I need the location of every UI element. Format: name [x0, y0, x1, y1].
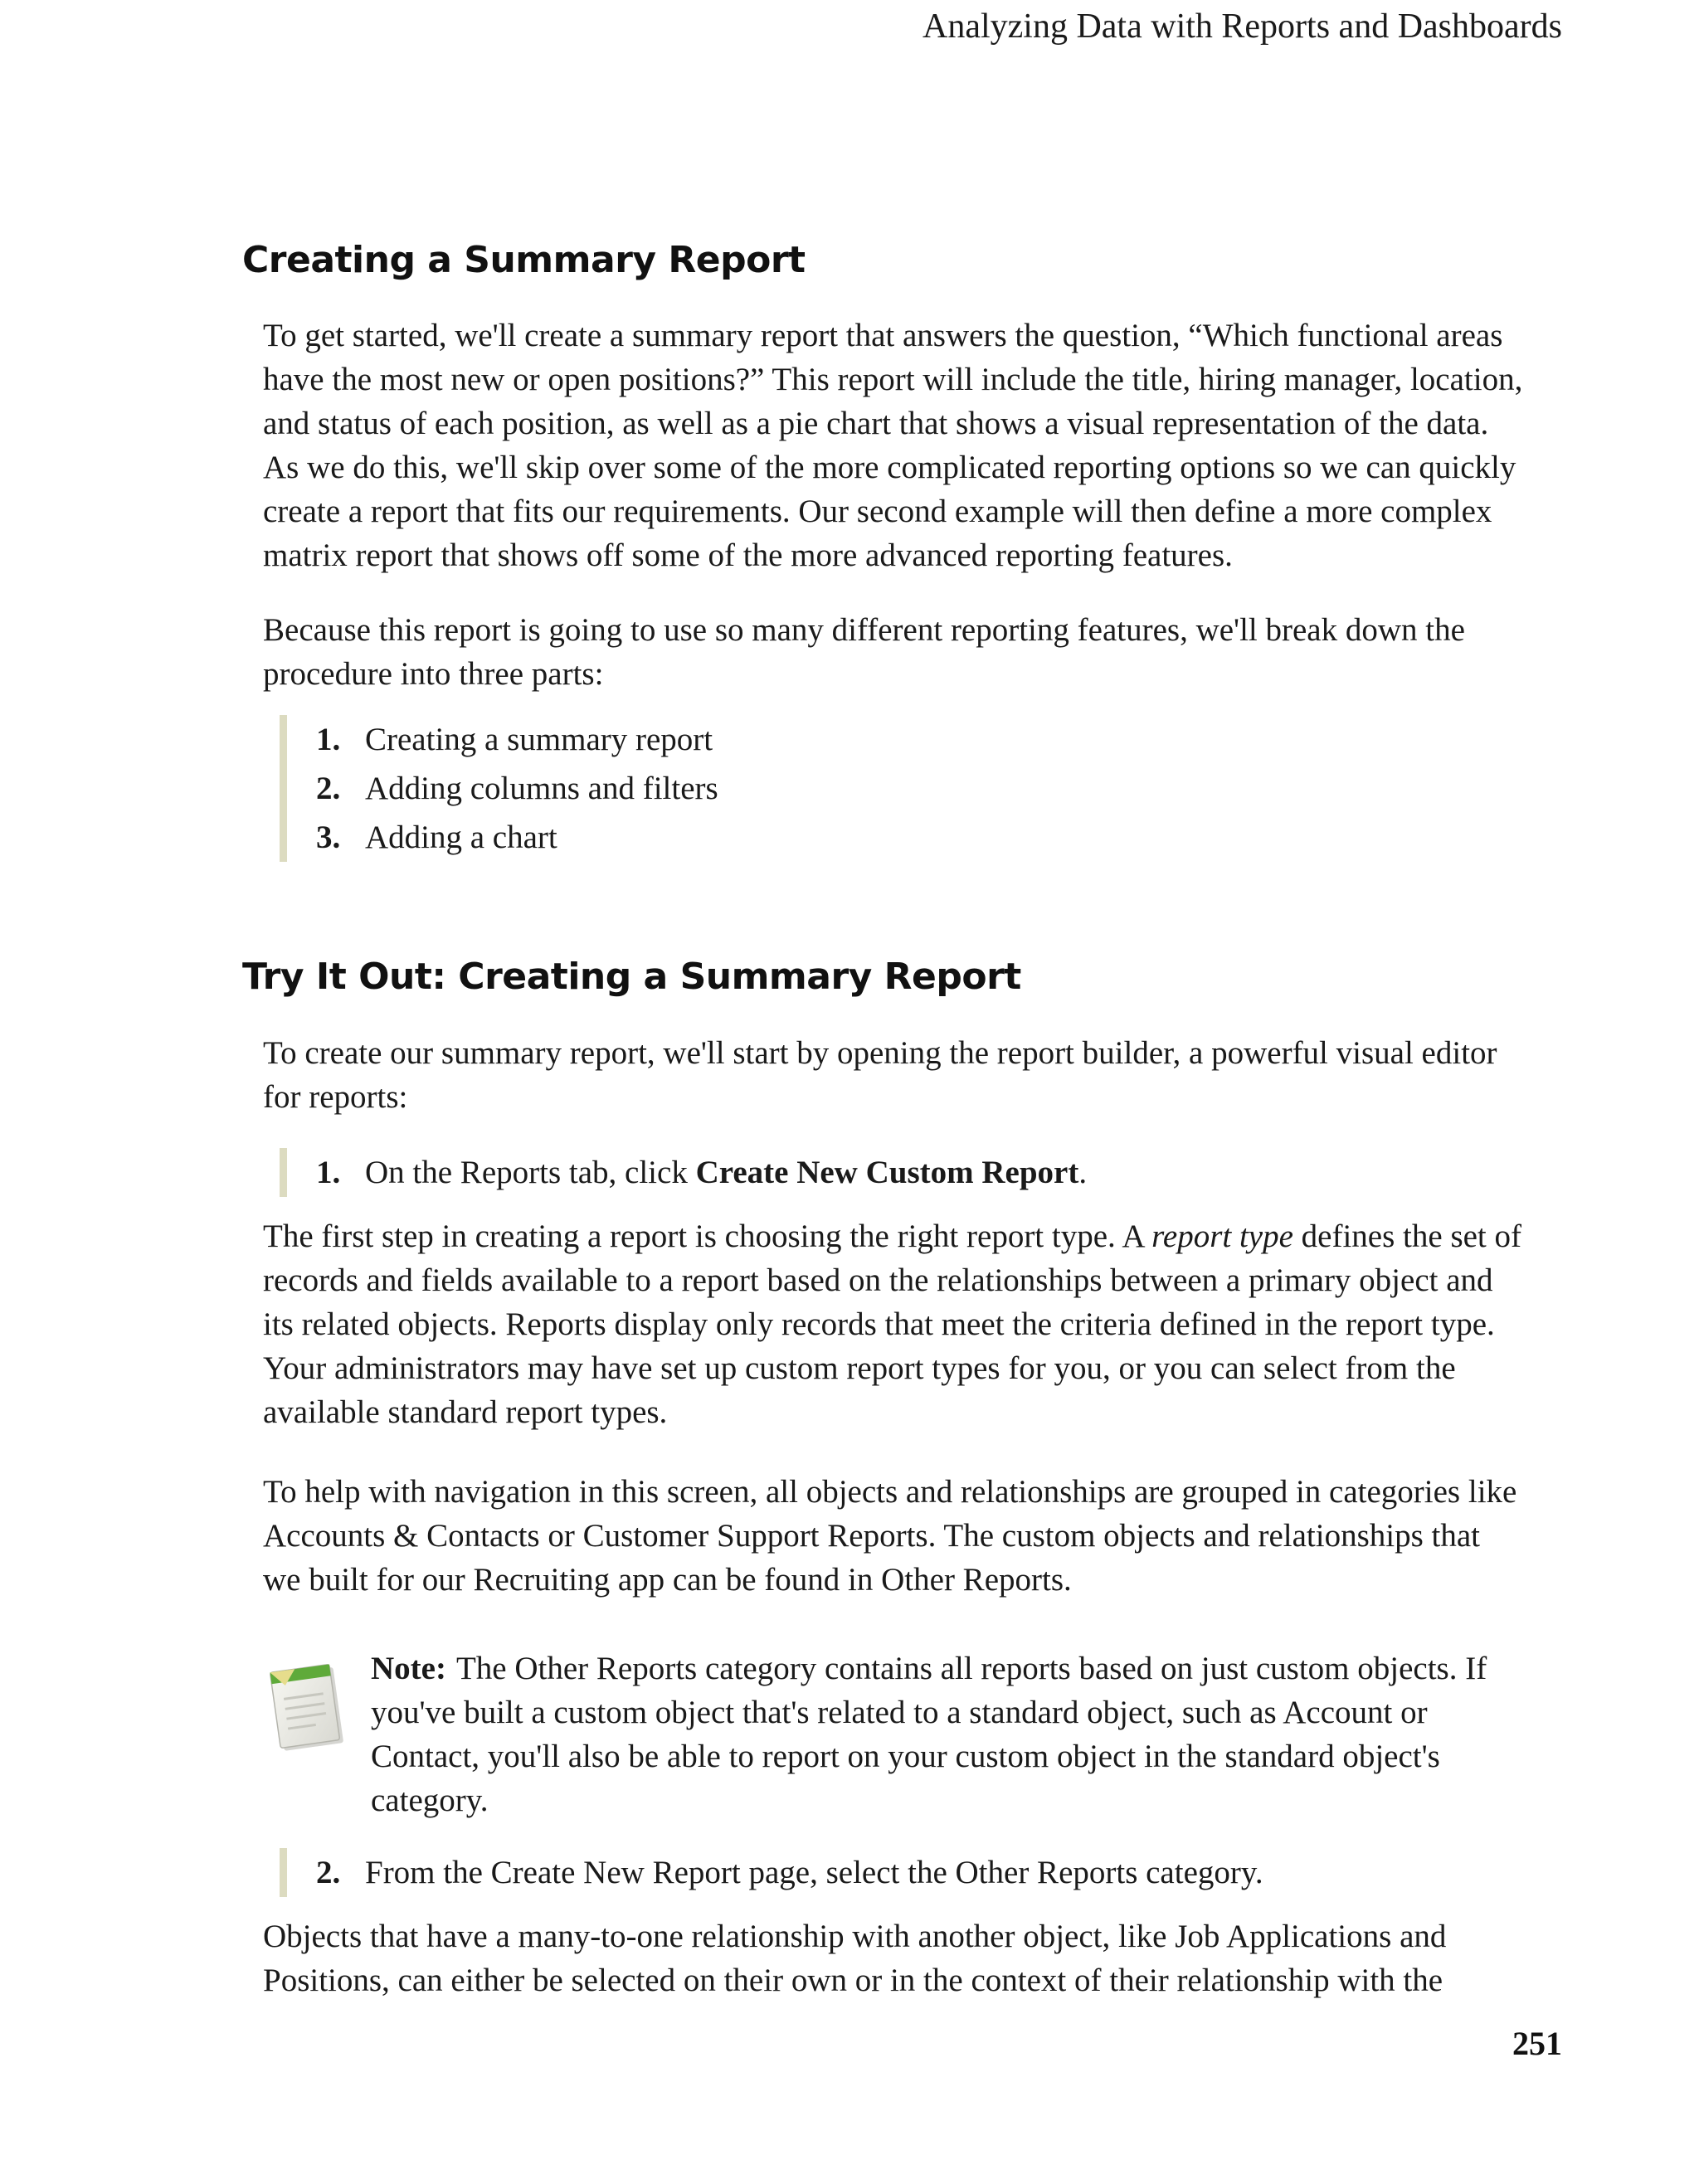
list-item: [316, 764, 718, 813]
report-builder-paragraph: To create our summary report, we'll start by opening the report builder, a powerful visual editor for reports:: [263, 1035, 1497, 1115]
navigation-paragraph: To help with navigation in this screen, all objects and relationships are grouped in categories like Accounts & Contacts or Customer Support Reports. The custom objects and relationships that we built for our Recruiting app can be found in Other Reports.: [263, 1474, 1517, 1598]
list-item-number: 2.: [316, 1855, 341, 1890]
list-item-text: Creating a summary report: [365, 722, 713, 757]
list-item-number: 3.: [316, 820, 341, 855]
report-type-text-before: The first step in creating a report is choosing the right report type. A: [263, 1218, 1152, 1254]
list-item-number: 1.: [316, 1155, 341, 1190]
note-label: Note:: [371, 1651, 446, 1686]
section-heading-try-it-out: Try It Out: Creating a Summary Report: [242, 956, 1021, 998]
list-item-number: 2.: [316, 771, 341, 806]
list-item-text: Adding a chart: [365, 820, 557, 855]
step-text-before: On the Reports tab, click: [365, 1155, 696, 1190]
section-heading-creating-summary-report: Creating a Summary Report: [242, 239, 806, 281]
list-item: [316, 715, 718, 764]
list-item: [316, 1148, 1087, 1197]
report-type-text-after: defines the set of records and fields available to a report based on the relationships between a primary object and its related objects. Reports display only records that meet the criteria defined in the report type. Your administrators may have set up custom report types for you, or you can select from the available standard report types.: [263, 1218, 1521, 1430]
list-item-text: Adding columns and filters: [365, 771, 718, 806]
note-text: [371, 1647, 1528, 1822]
list-item: [316, 813, 718, 862]
procedure-parts-list: [280, 715, 718, 862]
note-pad-icon: [263, 1653, 346, 1753]
create-new-custom-report-label: Create New Custom Report: [695, 1155, 1079, 1190]
step-list-2: [280, 1848, 1263, 1897]
intro-paragraph: To get started, we'll create a summary report that answers the question, “Which functional areas have the most new or open positions?” This report will include the title, hiring manager, location, and status of each position, as well as a pie chart that shows a visual representation of the data. As we do this, we'll skip over some of the more complicated reporting options so we can quickly create a report that fits our requirements. Our second example will then define a more complex matrix report that shows off some of the more advanced reporting features.: [263, 318, 1523, 573]
report-type-term: report type: [1151, 1218, 1293, 1254]
step-text-after: .: [1078, 1155, 1088, 1190]
list-item: [316, 1848, 1263, 1897]
page-number: 251: [1512, 2025, 1562, 2062]
list-item-text: [365, 1148, 1087, 1197]
report-type-paragraph: [263, 1214, 1524, 1434]
relationship-paragraph: Objects that have a many-to-one relationship with another object, like Job Applications and Positions, can either be selected on their own or in the context of their relationship with the: [263, 1919, 1447, 1998]
list-item-number: 1.: [316, 722, 341, 757]
note-body: The Other Reports category contains all reports based on just custom objects. If you've built a custom object that's related to a standard object, such as Account or Contact, you'll also be able to report on your custom object in the standard object's category.: [371, 1651, 1487, 1818]
list-item-text: From the Create New Report page, select the Other Reports category.: [365, 1855, 1263, 1890]
running-header: Analyzing Data with Reports and Dashboards: [923, 7, 1562, 46]
procedure-paragraph: Because this report is going to use so many different reporting features, we'll break down the procedure into three parts:: [263, 612, 1465, 692]
step-list-1: [280, 1148, 1087, 1197]
